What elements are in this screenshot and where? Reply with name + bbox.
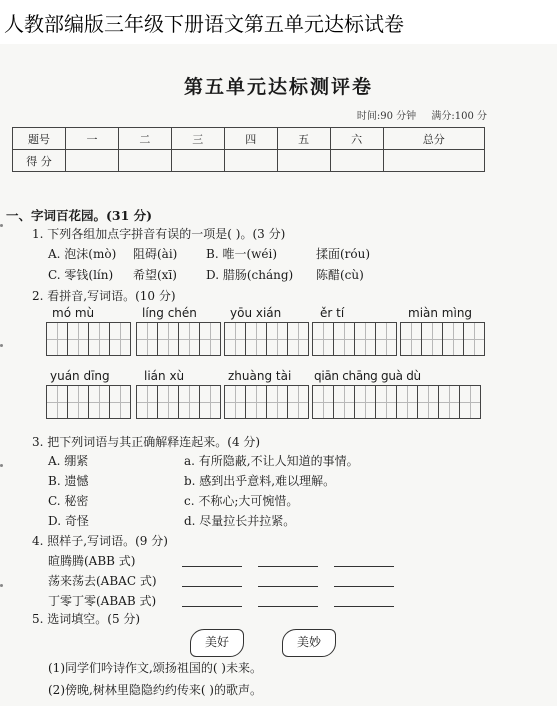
page-header: 人教部编版三年级下册语文第五单元达标试卷 xyxy=(4,12,404,36)
answer-blank[interactable] xyxy=(334,606,394,607)
pinyin-label: miàn mìng xyxy=(408,306,473,320)
pinyin-label: ěr tí xyxy=(320,306,345,320)
word-chip[interactable]: 美好 xyxy=(190,629,244,657)
q1-options-row-2 xyxy=(48,266,488,282)
match-row xyxy=(48,452,359,469)
question-2: 2. 看拼音,写词语。(10 分) xyxy=(32,289,176,303)
q1-option[interactable]: D. 腊肠(cháng) xyxy=(206,268,294,282)
pattern-example: 暄腾腾(ABB 式) xyxy=(48,554,136,568)
fill-item: (2)傍晚,树林里隐隐约约传来( )的歌声。 xyxy=(48,683,262,697)
q1-option-word: 阻碍(ài) xyxy=(133,247,178,261)
word-bank xyxy=(186,629,346,663)
write-boxes[interactable] xyxy=(224,385,308,419)
write-boxes[interactable] xyxy=(46,322,130,356)
match-term[interactable]: A. 绷紧 xyxy=(48,454,89,468)
score-table-header-cell: 三 xyxy=(171,128,224,150)
write-boxes[interactable] xyxy=(312,385,480,419)
pinyin-label: líng chén xyxy=(142,306,197,320)
pinyin-label: yuán dīng xyxy=(50,369,110,383)
answer-blank[interactable] xyxy=(334,586,394,587)
match-term[interactable]: B. 遗憾 xyxy=(48,474,89,488)
pinyin-row-1 xyxy=(46,306,486,366)
word-chip[interactable]: 美妙 xyxy=(282,629,336,657)
score-cell[interactable] xyxy=(118,150,171,172)
score-table-header-cell: 四 xyxy=(224,128,277,150)
answer-blank[interactable] xyxy=(182,566,242,567)
match-row xyxy=(48,472,336,489)
match-row xyxy=(48,512,296,529)
pattern-example: 荡来荡去(ABAC 式) xyxy=(48,574,157,588)
pinyin-label: qiān chāng guà dù xyxy=(314,369,421,383)
score-table-score-row xyxy=(13,150,485,172)
q1-options-row-1 xyxy=(48,245,488,261)
answer-blank[interactable] xyxy=(182,586,242,587)
q1-option-word: 陈醋(cù) xyxy=(316,268,364,282)
q1-option-word: 揉面(róu) xyxy=(316,247,371,261)
pattern-row xyxy=(48,592,488,610)
pattern-row xyxy=(48,572,488,590)
score-table-header-cell: 二 xyxy=(118,128,171,150)
pinyin-label: zhuàng tài xyxy=(228,369,292,383)
q1-option-word: 希望(xī) xyxy=(133,268,177,282)
question-3: 3. 把下列词语与其正确解释连起来。(4 分) xyxy=(32,435,261,449)
question-4: 4. 照样子,写词语。(9 分) xyxy=(32,534,168,548)
answer-blank[interactable] xyxy=(258,606,318,607)
time-limit: 时间:90 分钟 xyxy=(356,111,417,122)
score-table xyxy=(12,127,485,172)
q1-option[interactable]: B. 唯一(wéi) xyxy=(206,247,278,261)
section-title: 一、字词百花园。(31 分) xyxy=(6,208,153,223)
pinyin-label: mó mù xyxy=(52,306,95,320)
score-table-header-cell: 题号 xyxy=(13,128,66,150)
score-table-header-cell: 总分 xyxy=(383,128,484,150)
answer-blank[interactable] xyxy=(258,566,318,567)
score-table-header-row xyxy=(13,128,485,150)
match-definition[interactable]: d. 尽量拉长并拉紧。 xyxy=(184,514,296,528)
answer-blank[interactable] xyxy=(258,586,318,587)
pinyin-label: lián xù xyxy=(144,369,185,383)
score-cell[interactable] xyxy=(171,150,224,172)
answer-blank[interactable] xyxy=(182,606,242,607)
write-boxes[interactable] xyxy=(400,322,484,356)
pattern-example: 丁零丁零(ABAB 式) xyxy=(48,594,157,608)
pattern-row xyxy=(48,552,488,570)
score-cell[interactable] xyxy=(330,150,383,172)
pinyin-row-2 xyxy=(46,369,486,429)
binding-hole xyxy=(0,344,3,347)
paper-title: 第五单元达标测评卷 xyxy=(183,76,373,98)
write-boxes[interactable] xyxy=(136,385,220,419)
exam-paper xyxy=(0,44,557,706)
match-term[interactable]: C. 秘密 xyxy=(48,494,89,508)
match-definition[interactable]: b. 感到出乎意料,难以理解。 xyxy=(184,474,336,488)
question-1: 1. 下列各组加点字拼音有误的一项是( )。(3 分) xyxy=(32,227,286,241)
write-boxes[interactable] xyxy=(46,385,130,419)
score-cell[interactable] xyxy=(277,150,330,172)
binding-hole xyxy=(0,464,3,467)
score-cell[interactable] xyxy=(224,150,277,172)
question-5: 5. 选词填空。(5 分) xyxy=(32,612,141,626)
score-row-label: 得 分 xyxy=(13,150,66,172)
score-table-header-cell: 一 xyxy=(66,128,119,150)
score-table-header-cell: 六 xyxy=(330,128,383,150)
q1-option[interactable]: A. 泡沫(mò) xyxy=(48,247,117,261)
full-score: 满分:100 分 xyxy=(431,111,487,122)
binding-hole xyxy=(0,224,3,227)
match-row xyxy=(48,492,299,509)
score-table-header-cell: 五 xyxy=(277,128,330,150)
score-cell[interactable] xyxy=(383,150,484,172)
write-boxes[interactable] xyxy=(224,322,308,356)
answer-blank[interactable] xyxy=(334,566,394,567)
match-definition[interactable]: c. 不称心;大可惋惜。 xyxy=(184,494,299,508)
pinyin-label: yōu xián xyxy=(230,306,282,320)
write-boxes[interactable] xyxy=(136,322,220,356)
fill-item: (1)同学们吟诗作文,颂扬祖国的( )未来。 xyxy=(48,661,262,675)
match-term[interactable]: D. 奇怪 xyxy=(48,514,89,528)
q1-option[interactable]: C. 零钱(lín) xyxy=(48,268,114,282)
score-cell[interactable] xyxy=(66,150,119,172)
write-boxes[interactable] xyxy=(312,322,396,356)
match-definition[interactable]: a. 有所隐蔽,不让人知道的事情。 xyxy=(184,454,359,468)
exam-meta xyxy=(345,107,487,122)
binding-hole xyxy=(0,584,3,587)
